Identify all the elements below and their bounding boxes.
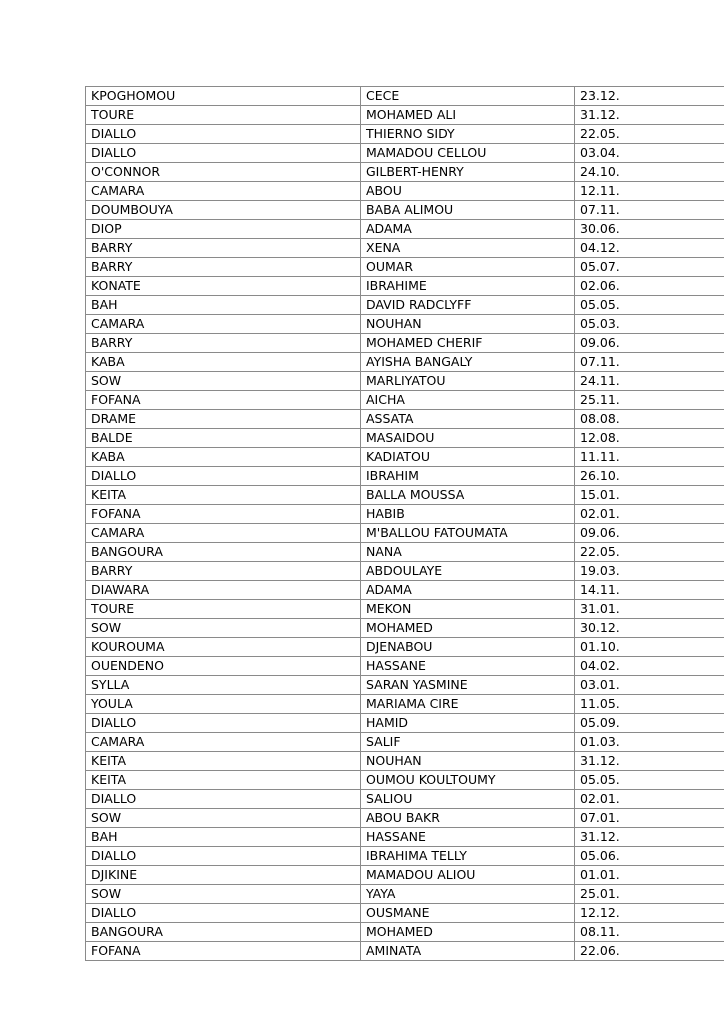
table-row bbox=[86, 353, 724, 372]
table-row bbox=[86, 429, 724, 448]
last-name-cell: BARRY bbox=[86, 239, 361, 258]
table-row bbox=[86, 657, 724, 676]
last-name-cell: SOW bbox=[86, 372, 361, 391]
table-row bbox=[86, 866, 724, 885]
first-name-cell: NOUHAN bbox=[361, 752, 575, 771]
first-name-cell: MARIAMA CIRE bbox=[361, 695, 575, 714]
first-name-cell: AMINATA bbox=[361, 942, 575, 961]
date-cell: 08.08. bbox=[575, 410, 724, 429]
date-cell: 15.01. bbox=[575, 486, 724, 505]
table-row bbox=[86, 904, 724, 923]
first-name-cell: SALIOU bbox=[361, 790, 575, 809]
date-cell: 04.12. bbox=[575, 239, 724, 258]
date-cell: 22.05. bbox=[575, 543, 724, 562]
table-row bbox=[86, 87, 724, 106]
first-name-cell: OUMOU KOULTOUMY bbox=[361, 771, 575, 790]
last-name-cell: CAMARA bbox=[86, 733, 361, 752]
table-row bbox=[86, 391, 724, 410]
table-row bbox=[86, 676, 724, 695]
last-name-cell: BANGOURA bbox=[86, 543, 361, 562]
date-cell: 04.02. bbox=[575, 657, 724, 676]
first-name-cell: KADIATOU bbox=[361, 448, 575, 467]
first-name-cell: ABDOULAYE bbox=[361, 562, 575, 581]
date-cell: 24.10. bbox=[575, 163, 724, 182]
table-row bbox=[86, 638, 724, 657]
last-name-cell: BARRY bbox=[86, 562, 361, 581]
last-name-cell: YOULA bbox=[86, 695, 361, 714]
table-row bbox=[86, 448, 724, 467]
date-cell: 01.03. bbox=[575, 733, 724, 752]
table-row bbox=[86, 296, 724, 315]
last-name-cell: DOUMBOUYA bbox=[86, 201, 361, 220]
last-name-cell: DJIKINE bbox=[86, 866, 361, 885]
last-name-cell: DRAME bbox=[86, 410, 361, 429]
table-row bbox=[86, 258, 724, 277]
table-row bbox=[86, 562, 724, 581]
name-table bbox=[85, 86, 724, 961]
date-cell: 31.12. bbox=[575, 106, 724, 125]
last-name-cell: FOFANA bbox=[86, 942, 361, 961]
table-row bbox=[86, 144, 724, 163]
first-name-cell: MARLIYATOU bbox=[361, 372, 575, 391]
last-name-cell: SYLLA bbox=[86, 676, 361, 695]
first-name-cell: HASSANE bbox=[361, 657, 575, 676]
first-name-cell: OUMAR bbox=[361, 258, 575, 277]
table-row bbox=[86, 600, 724, 619]
last-name-cell: CAMARA bbox=[86, 315, 361, 334]
table-row bbox=[86, 334, 724, 353]
first-name-cell: MOHAMED CHERIF bbox=[361, 334, 575, 353]
first-name-cell: AICHA bbox=[361, 391, 575, 410]
first-name-cell: HASSANE bbox=[361, 828, 575, 847]
table-row bbox=[86, 942, 724, 961]
first-name-cell: ADAMA bbox=[361, 581, 575, 600]
last-name-cell: SOW bbox=[86, 809, 361, 828]
first-name-cell: NANA bbox=[361, 543, 575, 562]
last-name-cell: CAMARA bbox=[86, 524, 361, 543]
first-name-cell: MOHAMED bbox=[361, 619, 575, 638]
last-name-cell: BALDE bbox=[86, 429, 361, 448]
last-name-cell: KEITA bbox=[86, 771, 361, 790]
date-cell: 31.12. bbox=[575, 828, 724, 847]
first-name-cell: IBRAHIME bbox=[361, 277, 575, 296]
table-row bbox=[86, 885, 724, 904]
date-cell: 22.06. bbox=[575, 942, 724, 961]
date-cell: 05.06. bbox=[575, 847, 724, 866]
first-name-cell: HAMID bbox=[361, 714, 575, 733]
date-cell: 30.12. bbox=[575, 619, 724, 638]
date-cell: 07.01. bbox=[575, 809, 724, 828]
table-row bbox=[86, 125, 724, 144]
last-name-cell: SOW bbox=[86, 619, 361, 638]
first-name-cell: GILBERT-HENRY bbox=[361, 163, 575, 182]
date-cell: 07.11. bbox=[575, 353, 724, 372]
table-row bbox=[86, 581, 724, 600]
first-name-cell: BALLA MOUSSA bbox=[361, 486, 575, 505]
date-cell: 23.12. bbox=[575, 87, 724, 106]
first-name-cell: MASAIDOU bbox=[361, 429, 575, 448]
last-name-cell: DIALLO bbox=[86, 790, 361, 809]
first-name-cell: MAMADOU CELLOU bbox=[361, 144, 575, 163]
last-name-cell: KEITA bbox=[86, 486, 361, 505]
first-name-cell: NOUHAN bbox=[361, 315, 575, 334]
date-cell: 09.06. bbox=[575, 334, 724, 353]
table-row bbox=[86, 847, 724, 866]
date-cell: 02.06. bbox=[575, 277, 724, 296]
table-row bbox=[86, 771, 724, 790]
table-row bbox=[86, 315, 724, 334]
first-name-cell: THIERNO SIDY bbox=[361, 125, 575, 144]
first-name-cell: DAVID RADCLYFF bbox=[361, 296, 575, 315]
date-cell: 31.01. bbox=[575, 600, 724, 619]
last-name-cell: BARRY bbox=[86, 334, 361, 353]
date-cell: 31.12. bbox=[575, 752, 724, 771]
first-name-cell: IBRAHIMA TELLY bbox=[361, 847, 575, 866]
last-name-cell: KEITA bbox=[86, 752, 361, 771]
date-cell: 05.09. bbox=[575, 714, 724, 733]
date-cell: 05.05. bbox=[575, 771, 724, 790]
first-name-cell: MAMADOU ALIOU bbox=[361, 866, 575, 885]
last-name-cell: TOURE bbox=[86, 106, 361, 125]
last-name-cell: DIALLO bbox=[86, 847, 361, 866]
first-name-cell: YAYA bbox=[361, 885, 575, 904]
last-name-cell: DIALLO bbox=[86, 144, 361, 163]
date-cell: 25.11. bbox=[575, 391, 724, 410]
date-cell: 12.11. bbox=[575, 182, 724, 201]
table-row bbox=[86, 828, 724, 847]
last-name-cell: BAH bbox=[86, 296, 361, 315]
last-name-cell: DIALLO bbox=[86, 125, 361, 144]
date-cell: 03.04. bbox=[575, 144, 724, 163]
table-row bbox=[86, 106, 724, 125]
last-name-cell: FOFANA bbox=[86, 391, 361, 410]
first-name-cell: BABA ALIMOU bbox=[361, 201, 575, 220]
last-name-cell: DIAWARA bbox=[86, 581, 361, 600]
last-name-cell: BARRY bbox=[86, 258, 361, 277]
date-cell: 05.05. bbox=[575, 296, 724, 315]
first-name-cell: ABOU bbox=[361, 182, 575, 201]
first-name-cell: ASSATA bbox=[361, 410, 575, 429]
table-row bbox=[86, 714, 724, 733]
last-name-cell: DIALLO bbox=[86, 467, 361, 486]
date-cell: 02.01. bbox=[575, 505, 724, 524]
last-name-cell: KONATE bbox=[86, 277, 361, 296]
first-name-cell: AYISHA BANGALY bbox=[361, 353, 575, 372]
table-row bbox=[86, 182, 724, 201]
table-row bbox=[86, 923, 724, 942]
date-cell: 09.06. bbox=[575, 524, 724, 543]
date-cell: 25.01. bbox=[575, 885, 724, 904]
table-row bbox=[86, 372, 724, 391]
first-name-cell: ADAMA bbox=[361, 220, 575, 239]
date-cell: 30.06. bbox=[575, 220, 724, 239]
date-cell: 11.05. bbox=[575, 695, 724, 714]
table-row bbox=[86, 733, 724, 752]
table-row bbox=[86, 619, 724, 638]
first-name-cell: CECE bbox=[361, 87, 575, 106]
first-name-cell: SALIF bbox=[361, 733, 575, 752]
date-cell: 03.01. bbox=[575, 676, 724, 695]
table-row bbox=[86, 277, 724, 296]
date-cell: 14.11. bbox=[575, 581, 724, 600]
date-cell: 12.08. bbox=[575, 429, 724, 448]
date-cell: 12.12. bbox=[575, 904, 724, 923]
table-row bbox=[86, 505, 724, 524]
date-cell: 01.10. bbox=[575, 638, 724, 657]
date-cell: 11.11. bbox=[575, 448, 724, 467]
date-cell: 05.03. bbox=[575, 315, 724, 334]
last-name-cell: KPOGHOMOU bbox=[86, 87, 361, 106]
table-row bbox=[86, 486, 724, 505]
last-name-cell: KOUROUMA bbox=[86, 638, 361, 657]
table-row bbox=[86, 410, 724, 429]
first-name-cell: MOHAMED bbox=[361, 923, 575, 942]
date-cell: 05.07. bbox=[575, 258, 724, 277]
last-name-cell: BANGOURA bbox=[86, 923, 361, 942]
date-cell: 07.11. bbox=[575, 201, 724, 220]
first-name-cell: XENA bbox=[361, 239, 575, 258]
date-cell: 01.01. bbox=[575, 866, 724, 885]
table-row bbox=[86, 543, 724, 562]
last-name-cell: DIALLO bbox=[86, 904, 361, 923]
first-name-cell: M'BALLOU FATOUMATA bbox=[361, 524, 575, 543]
table-row bbox=[86, 163, 724, 182]
date-cell: 02.01. bbox=[575, 790, 724, 809]
date-cell: 26.10. bbox=[575, 467, 724, 486]
table-row bbox=[86, 239, 724, 258]
table-row bbox=[86, 695, 724, 714]
table-row bbox=[86, 752, 724, 771]
date-cell: 24.11. bbox=[575, 372, 724, 391]
table-row bbox=[86, 524, 724, 543]
first-name-cell: MOHAMED ALI bbox=[361, 106, 575, 125]
first-name-cell: MEKON bbox=[361, 600, 575, 619]
last-name-cell: KABA bbox=[86, 448, 361, 467]
name-table-body bbox=[86, 87, 724, 961]
date-cell: 22.05. bbox=[575, 125, 724, 144]
first-name-cell: ABOU BAKR bbox=[361, 809, 575, 828]
table-row bbox=[86, 467, 724, 486]
first-name-cell: DJENABOU bbox=[361, 638, 575, 657]
last-name-cell: SOW bbox=[86, 885, 361, 904]
last-name-cell: DIOP bbox=[86, 220, 361, 239]
last-name-cell: OUENDENO bbox=[86, 657, 361, 676]
table-row bbox=[86, 201, 724, 220]
date-cell: 08.11. bbox=[575, 923, 724, 942]
table-row bbox=[86, 220, 724, 239]
last-name-cell: KABA bbox=[86, 353, 361, 372]
first-name-cell: SARAN YASMINE bbox=[361, 676, 575, 695]
last-name-cell: CAMARA bbox=[86, 182, 361, 201]
table-row bbox=[86, 809, 724, 828]
table-row bbox=[86, 790, 724, 809]
last-name-cell: TOURE bbox=[86, 600, 361, 619]
date-cell: 19.03. bbox=[575, 562, 724, 581]
first-name-cell: OUSMANE bbox=[361, 904, 575, 923]
first-name-cell: IBRAHIM bbox=[361, 467, 575, 486]
last-name-cell: FOFANA bbox=[86, 505, 361, 524]
last-name-cell: BAH bbox=[86, 828, 361, 847]
last-name-cell: DIALLO bbox=[86, 714, 361, 733]
first-name-cell: HABIB bbox=[361, 505, 575, 524]
last-name-cell: O'CONNOR bbox=[86, 163, 361, 182]
